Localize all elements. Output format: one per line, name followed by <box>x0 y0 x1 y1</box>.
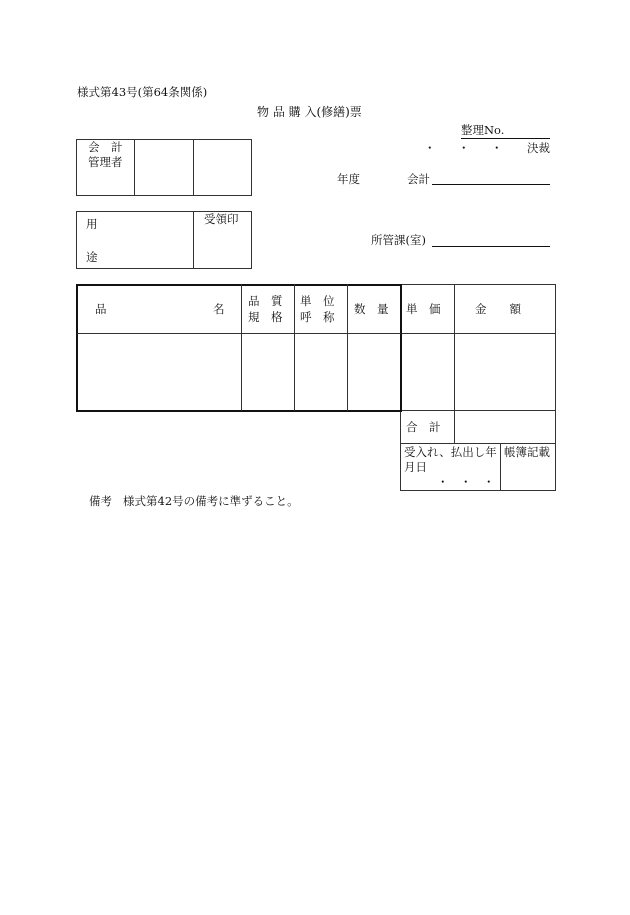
kaikei-line <box>432 184 550 185</box>
col-hinmei-1: 品 <box>95 302 107 316</box>
shokan-line <box>432 246 550 247</box>
tanka-cell[interactable] <box>402 335 453 409</box>
col-tanka: 単 価 <box>406 302 441 316</box>
kaikei-kanrisha-label-1: 会 計 <box>88 140 123 154</box>
kingaku-cell[interactable] <box>455 335 555 409</box>
hinmei-cell[interactable] <box>79 335 240 409</box>
form-title: 物 品 購 入(修繕)票 <box>257 105 362 119</box>
col-tani-1: 単 位 <box>300 294 335 308</box>
receipt-stamp-area[interactable] <box>194 228 251 268</box>
kaikei-stamp-cell-1[interactable] <box>135 140 192 195</box>
seiri-no-label: 整理No. <box>461 123 505 137</box>
col-hinshitsu-2: 規 格 <box>248 310 283 324</box>
col-kingaku: 金 額 <box>475 302 521 316</box>
date-dot-day: ・ <box>491 141 503 155</box>
bikou-label: 備考 <box>89 494 112 508</box>
ukeire-label-1: 受入れ、払出し年 <box>404 445 497 459</box>
col-tani-2: 呼 称 <box>300 310 335 324</box>
kaikei-stamp-cell-2[interactable] <box>194 140 251 195</box>
gokei-value-cell[interactable] <box>455 411 555 442</box>
receipt-stamp-label: 受領印 <box>204 212 239 226</box>
kessai-label: 決裁 <box>527 141 550 155</box>
chobo-label: 帳簿記載 <box>504 445 550 459</box>
seiri-no-line <box>461 138 550 139</box>
date-dot-year: ・ <box>424 141 436 155</box>
col-hinshitsu-1: 品 質 <box>248 294 283 308</box>
nendo-label: 年度 <box>337 172 360 186</box>
suryo-cell[interactable] <box>348 335 399 409</box>
ukeire-date-dots: ・ ・ ・ <box>437 475 495 489</box>
hinshitsu-cell[interactable] <box>242 335 293 409</box>
bikou-text: 様式第42号の備考に準ずること。 <box>123 494 299 508</box>
ukeire-label-2: 月日 <box>404 460 427 474</box>
gokei-label: 合 計 <box>406 420 441 434</box>
purpose-yo-label: 用 <box>86 217 98 231</box>
tani-cell[interactable] <box>295 335 346 409</box>
kaikei-kanrisha-label-2: 管理者 <box>88 155 123 169</box>
col-hinmei-2: 名 <box>213 302 225 316</box>
chobo-stamp-area[interactable] <box>501 462 555 490</box>
purpose-to-label: 途 <box>86 250 98 264</box>
purpose-input[interactable] <box>100 212 192 268</box>
shokan-label: 所管課(室) <box>371 233 426 247</box>
form-number: 様式第43号(第64条関係) <box>77 85 208 99</box>
date-dot-month: ・ <box>458 141 470 155</box>
col-suryo: 数 量 <box>354 302 389 316</box>
kaikei-label: 会計 <box>407 172 430 186</box>
